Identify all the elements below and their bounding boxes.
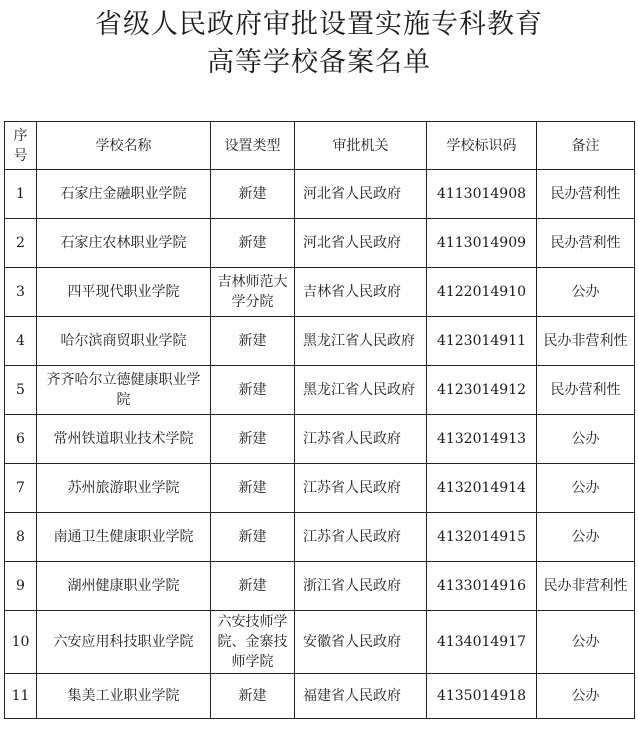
cell-school-name: 集美工业职业学院: [37, 674, 211, 719]
cell-setup-type: 新建: [211, 219, 295, 268]
cell-remark: 民办非营利性: [537, 317, 635, 366]
cell-remark: 民办营利性: [537, 219, 635, 268]
table-row: [5, 513, 635, 562]
table-row: [5, 415, 635, 464]
cell-school-name: 南通卫生健康职业学院: [37, 513, 211, 562]
table-row: [5, 611, 635, 674]
table-row: [5, 562, 635, 611]
cell-no: 5: [5, 366, 37, 415]
cell-setup-type: 新建: [211, 170, 295, 219]
table-header-row: [5, 122, 635, 170]
cell-school-code: 4132014914: [427, 464, 537, 513]
cell-no: 10: [5, 611, 37, 674]
cell-school-name: 常州铁道职业技术学院: [37, 415, 211, 464]
table-row: [5, 268, 635, 317]
cell-no: 7: [5, 464, 37, 513]
cell-approval-authority: 安徽省人民政府: [295, 611, 427, 674]
cell-approval-authority: 吉林省人民政府: [295, 268, 427, 317]
cell-setup-type: 新建: [211, 674, 295, 719]
table-row: [5, 317, 635, 366]
cell-remark: 民办营利性: [537, 170, 635, 219]
table-row: [5, 674, 635, 719]
cell-no: 6: [5, 415, 37, 464]
table-row: [5, 170, 635, 219]
cell-setup-type: 新建: [211, 464, 295, 513]
cell-no: 9: [5, 562, 37, 611]
cell-school-name: 哈尔滨商贸职业学院: [37, 317, 211, 366]
cell-school-code: 4132014915: [427, 513, 537, 562]
cell-school-code: 4113014909: [427, 219, 537, 268]
page-title-line-2: 高等学校备案名单: [207, 47, 431, 78]
cell-school-code: 4123014911: [427, 317, 537, 366]
cell-school-code: 4123014912: [427, 366, 537, 415]
header-school-code: 学校标识码: [427, 122, 537, 170]
header-approval-authority: 审批机关: [295, 122, 427, 170]
cell-school-name: 石家庄农林职业学院: [37, 219, 211, 268]
cell-setup-type: 新建: [211, 562, 295, 611]
cell-school-code: 4134014917: [427, 611, 537, 674]
cell-remark: 公办: [537, 513, 635, 562]
cell-approval-authority: 江苏省人民政府: [295, 464, 427, 513]
cell-approval-authority: 浙江省人民政府: [295, 562, 427, 611]
cell-remark: 公办: [537, 464, 635, 513]
cell-approval-authority: 江苏省人民政府: [295, 513, 427, 562]
cell-no: 3: [5, 268, 37, 317]
page-title-line-1: 省级人民政府审批设置实施专科教育: [95, 9, 543, 40]
cell-school-code: 4133014916: [427, 562, 537, 611]
table-row: [5, 219, 635, 268]
cell-school-name: 四平现代职业学院: [37, 268, 211, 317]
header-remark: 备注: [537, 122, 635, 170]
cell-approval-authority: 黑龙江省人民政府: [295, 366, 427, 415]
cell-setup-type: 新建: [211, 513, 295, 562]
cell-school-name: 湖州健康职业学院: [37, 562, 211, 611]
cell-school-code: 4113014908: [427, 170, 537, 219]
cell-remark: 公办: [537, 674, 635, 719]
cell-no: 4: [5, 317, 37, 366]
cell-setup-type: 新建: [211, 415, 295, 464]
cell-remark: 民办营利性: [537, 366, 635, 415]
cell-school-name: 石家庄金融职业学院: [37, 170, 211, 219]
cell-school-name: 苏州旅游职业学院: [37, 464, 211, 513]
cell-approval-authority: 福建省人民政府: [295, 674, 427, 719]
cell-school-name: 齐齐哈尔立德健康职业学院: [37, 366, 211, 415]
table-row: [5, 366, 635, 415]
cell-school-code: 4135014918: [427, 674, 537, 719]
cell-school-name: 六安应用科技职业学院: [37, 611, 211, 674]
cell-school-code: 4122014910: [427, 268, 537, 317]
cell-no: 2: [5, 219, 37, 268]
header-setup-type: 设置类型: [211, 122, 295, 170]
cell-no: 1: [5, 170, 37, 219]
page-title: [0, 6, 638, 82]
cell-approval-authority: 河北省人民政府: [295, 170, 427, 219]
cell-setup-type: 新建: [211, 317, 295, 366]
cell-remark: 公办: [537, 611, 635, 674]
cell-approval-authority: 黑龙江省人民政府: [295, 317, 427, 366]
header-school-name: 学校名称: [37, 122, 211, 170]
cell-setup-type: 六安技师学院、金寨技师学院: [211, 611, 295, 674]
cell-remark: 公办: [537, 415, 635, 464]
cell-setup-type: 新建: [211, 366, 295, 415]
cell-remark: 公办: [537, 268, 635, 317]
cell-school-code: 4132014913: [427, 415, 537, 464]
cell-approval-authority: 江苏省人民政府: [295, 415, 427, 464]
cell-no: 11: [5, 674, 37, 719]
table-row: [5, 464, 635, 513]
cell-setup-type: 吉林师范大学分院: [211, 268, 295, 317]
cell-no: 8: [5, 513, 37, 562]
cell-approval-authority: 河北省人民政府: [295, 219, 427, 268]
header-no: 序号: [5, 122, 37, 170]
cell-remark: 民办非营利性: [537, 562, 635, 611]
school-list-table: [4, 121, 635, 719]
